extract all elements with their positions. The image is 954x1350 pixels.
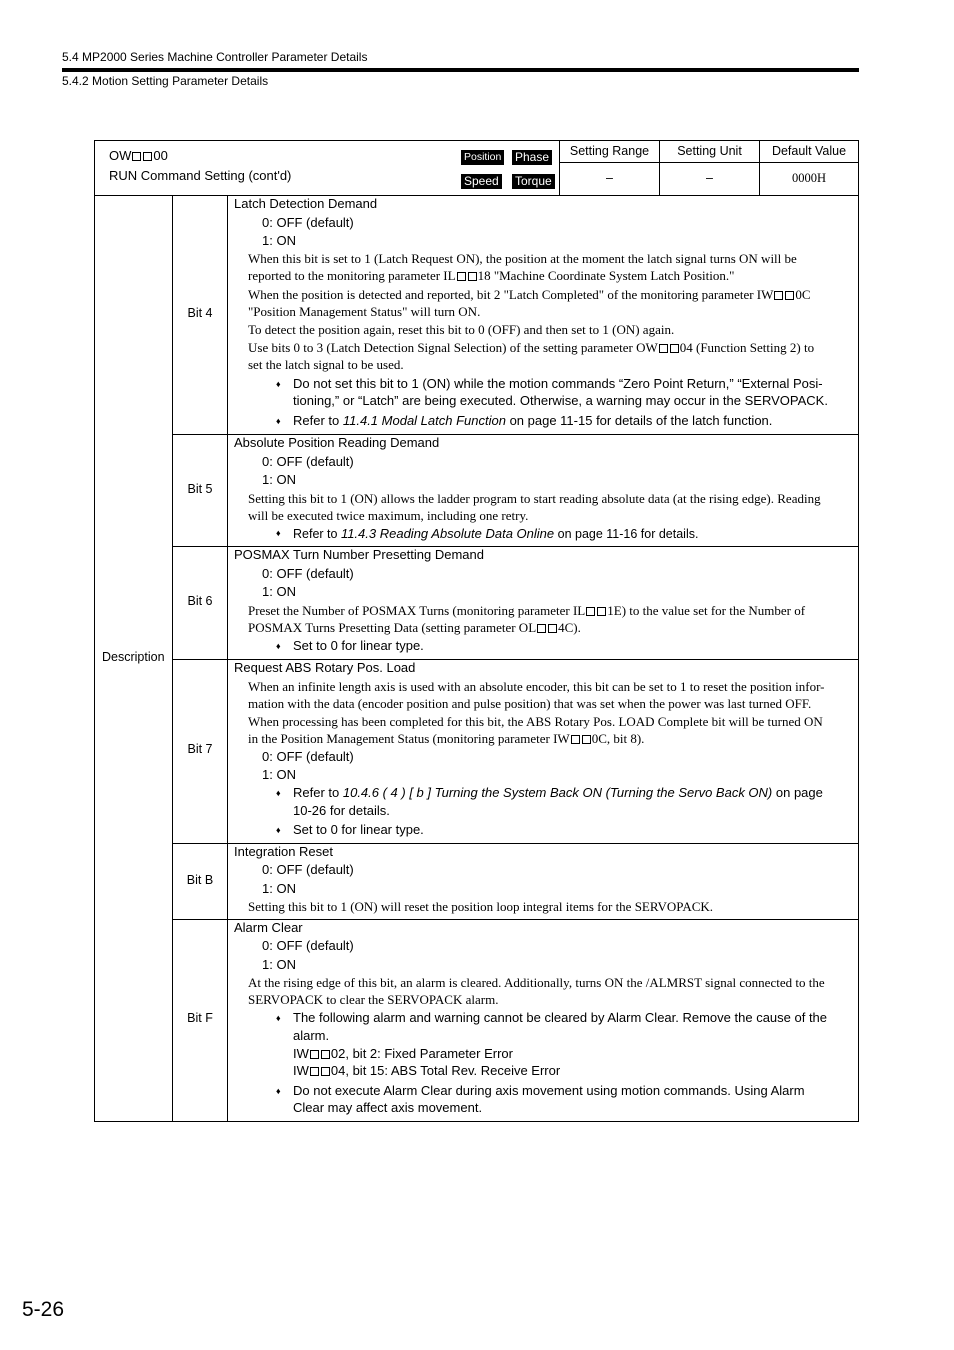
setting-range-value: –	[606, 171, 613, 185]
note-text: IW 02, bit 2: Fixed Parameter Error	[293, 1046, 513, 1061]
bit-label-cell	[173, 547, 228, 659]
bit-title: Request ABS Rotary Pos. Load	[234, 660, 416, 675]
off-default: 0: OFF (default)	[262, 566, 354, 581]
bit-label-cell	[173, 660, 228, 843]
note-text: Set to 0 for linear type.	[293, 638, 424, 653]
subsection-heading: 5.4.2 Motion Setting Parameter Details	[62, 74, 269, 88]
bit-row-f	[173, 920, 858, 1121]
parameter-name: RUN Command Setting (cont'd)	[109, 168, 292, 183]
bullet-diamond-icon: ♦	[276, 528, 281, 538]
bit-row-6	[173, 547, 858, 660]
page-number: 5-26	[22, 1298, 65, 1321]
bit-label: Bit B	[186, 873, 214, 887]
description-text: At the rising edge of this bit, an alarm is cleared. Additionally, turns ON the /ALMRST signal connected to the	[248, 975, 825, 990]
bullet-diamond-icon: ♦	[276, 788, 281, 798]
description-text: When this bit is set to 1 (Latch Request ON), the position at the moment the latch signal turns ON will be	[248, 251, 797, 266]
note-text: Refer to 11.4.3 Reading Absolute Data Online on page 11-16 for details.	[293, 526, 699, 541]
bit-title: Absolute Position Reading Demand	[234, 435, 440, 450]
description-text: "Position Management Status" will turn ON.	[248, 304, 481, 319]
note-text: Do not set this bit to 1 (ON) while the motion commands “Zero Point Return,” “External Posi-	[293, 376, 823, 391]
note-text: alarm.	[293, 1028, 330, 1043]
note-text: Refer to 10.4.6 ( 4 ) [ b ] Turning the System Back ON (Turning the Servo Back ON) on page	[293, 785, 823, 800]
header-rule	[62, 68, 859, 72]
description-label-cell	[95, 196, 173, 1121]
description-text: POSMAX Turns Presetting Data (setting parameter OL 4C).	[248, 620, 581, 635]
on-value: 1: ON	[262, 767, 296, 782]
setting-unit-column	[659, 141, 759, 195]
setting-unit-value: –	[706, 171, 713, 185]
description-text: set the latch signal to be used.	[248, 357, 404, 372]
bit-title: Latch Detection Demand	[234, 196, 378, 211]
bit-label: Bit 4	[187, 306, 213, 320]
badge-torque: Torque	[512, 174, 555, 189]
note-text: Set to 0 for linear type.	[293, 822, 424, 837]
bit-label: Bit 6	[187, 594, 213, 608]
note-text: tioning,” or “Latch” are being executed. Otherwise, a warning may occur in the SERVOPACK.	[293, 393, 828, 408]
description-text: When an infinite length axis is used with an absolute encoder, this bit can be set to 1 to reset the position infor-	[248, 679, 825, 694]
bit-label-cell	[173, 435, 228, 546]
description-label: Description	[102, 650, 165, 664]
note-text: Refer to 11.4.1 Modal Latch Function on page 11-15 for details of the latch function.	[293, 413, 773, 428]
parameter-identity-cell	[95, 141, 559, 195]
description-text: in the Position Management Status (monitoring parameter IW 0C, bit 8).	[248, 731, 645, 746]
setting-range-header: Setting Range	[560, 141, 659, 163]
badge-speed: Speed	[461, 174, 502, 189]
note-text: Clear may affect axis movement.	[293, 1100, 483, 1115]
setting-unit-header: Setting Unit	[660, 141, 759, 163]
description-text: Setting this bit to 1 (ON) will reset the position loop integral items for the SERVOPACK.	[248, 899, 714, 914]
bit-label: Bit F	[187, 1011, 213, 1025]
section-heading: 5.4 MP2000 Series Machine Controller Parameter Details	[62, 50, 368, 64]
badge-position: Position	[461, 150, 504, 165]
bit-row-7	[173, 660, 858, 844]
description-table	[94, 195, 859, 1122]
bullet-diamond-icon: ♦	[276, 416, 281, 426]
bullet-diamond-icon: ♦	[276, 1086, 281, 1096]
note-text: Do not execute Alarm Clear during axis movement using motion commands. Using Alarm	[293, 1083, 805, 1098]
bullet-diamond-icon: ♦	[276, 379, 281, 389]
bit-label: Bit 5	[187, 482, 213, 496]
off-default: 0: OFF (default)	[262, 454, 354, 469]
description-text: Preset the Number of POSMAX Turns (monitoring parameter IL 1E) to the value set for the Number of	[248, 603, 806, 618]
bit-label: Bit 7	[187, 742, 213, 756]
on-value: 1: ON	[262, 233, 296, 248]
bit-label-cell	[173, 920, 228, 1121]
description-text: When the position is detected and reported, bit 2 "Latch Completed" of the monitoring parameter IW 0C	[248, 287, 811, 302]
bullet-diamond-icon: ♦	[276, 641, 281, 651]
description-text: will be executed twice maximum, including one retry.	[248, 508, 529, 523]
description-text: When processing has been completed for this bit, the ABS Rotary Pos. LOAD Complete bit will be turned ON	[248, 714, 823, 729]
bullet-diamond-icon: ♦	[276, 1013, 281, 1023]
default-value-header: Default Value	[760, 141, 858, 163]
description-text: To detect the position again, reset this bit to 0 (OFF) and then set to 1 (ON) again.	[248, 322, 675, 337]
bit-row-b	[173, 844, 858, 920]
description-text: SERVOPACK to clear the SERVOPACK alarm.	[248, 992, 499, 1007]
register-number: OW 00	[109, 148, 168, 163]
on-value: 1: ON	[262, 957, 296, 972]
description-text: Setting this bit to 1 (ON) allows the ladder program to start reading absolute data (at the rising edge). Reading	[248, 491, 821, 506]
bit-label-cell	[173, 196, 228, 434]
off-default: 0: OFF (default)	[262, 938, 354, 953]
off-default: 0: OFF (default)	[262, 862, 354, 877]
bit-row-5	[173, 435, 858, 547]
note-text: The following alarm and warning cannot be cleared by Alarm Clear. Remove the cause of the	[293, 1010, 828, 1025]
bit-title: Alarm Clear	[234, 920, 303, 935]
default-value-column	[759, 141, 858, 195]
badge-phase: Phase	[512, 150, 552, 165]
bullet-diamond-icon: ♦	[276, 825, 281, 835]
off-default: 0: OFF (default)	[262, 215, 354, 230]
on-value: 1: ON	[262, 472, 296, 487]
on-value: 1: ON	[262, 584, 296, 599]
bit-title: Integration Reset	[234, 844, 334, 859]
note-text: 10-26 for details.	[293, 803, 390, 818]
description-text: mation with the data (encoder position and pulse position) that was set when the power was last turned OFF.	[248, 696, 812, 711]
description-text: Use bits 0 to 3 (Latch Detection Signal Selection) of the setting parameter OW 04 (Function Setting 2) to	[248, 340, 815, 355]
default-value: 0000H	[791, 171, 827, 185]
on-value: 1: ON	[262, 881, 296, 896]
bit-title: POSMAX Turn Number Presetting Demand	[234, 547, 484, 562]
description-text: reported to the monitoring parameter IL 18 "Machine Coordinate System Latch Position."	[248, 268, 735, 283]
note-text: IW 04, bit 15: ABS Total Rev. Receive Error	[293, 1063, 561, 1078]
bit-label-cell	[173, 844, 228, 919]
parameter-header-table	[94, 140, 859, 196]
off-default: 0: OFF (default)	[262, 749, 354, 764]
setting-range-column	[559, 141, 659, 195]
bit-row-4	[173, 196, 858, 435]
